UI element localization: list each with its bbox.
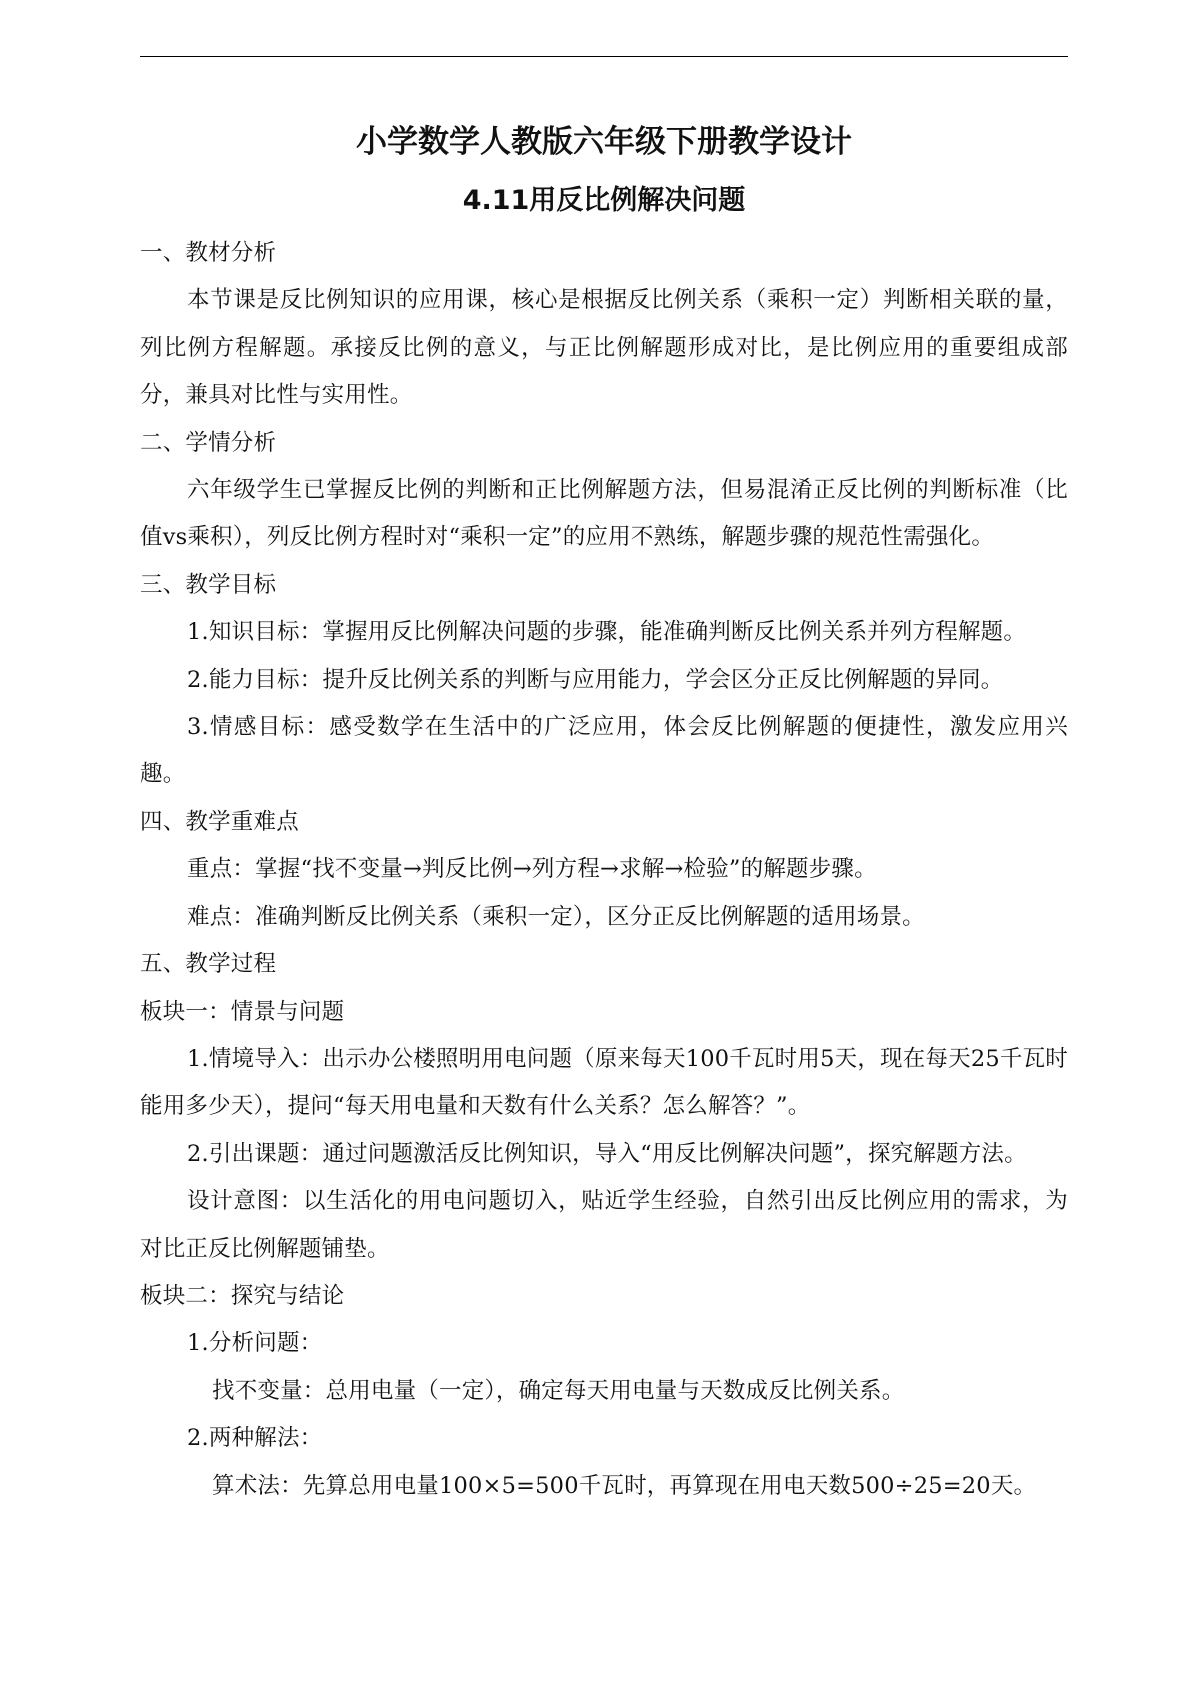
list-item: 2.引出课题：通过问题激活反比例知识，导入“用反比例解决问题”，探究解题方法。 (187, 1140, 1027, 1167)
document-body (140, 112, 1068, 1510)
document-title: 小学数学人教版六年级下册教学设计 (356, 124, 852, 160)
sub-list-item: 找不变量：总用电量（一定），确定每天用电量与天数成反比例关系。 (212, 1377, 905, 1404)
list-item: 2.两种解法： (187, 1425, 323, 1452)
subsection-heading: 板块二：探究与结论 (140, 1282, 345, 1309)
body-paragraph: 难点：准确判断反比例关系（乘积一定），区分正反比例解题的适用场景。 (187, 903, 925, 930)
subsection-heading: 板块一：情景与问题 (140, 998, 345, 1025)
list-item: 1.情境导入：出示办公楼照明用电问题（原来每天100千瓦时用5天，现在每天25千瓦时能用多少天），提问“每天用电量和天数有什么关系？怎么解答？”。 (140, 1045, 1068, 1120)
section-heading: 三、教学目标 (140, 571, 277, 598)
header-rule (140, 56, 1068, 57)
sub-list-item: 算术法：先算总用电量100×5=500千瓦时，再算现在用电天数500÷25=20天。 (212, 1472, 1037, 1499)
section-heading: 二、学情分析 (140, 429, 277, 456)
lesson-title: 4.11用反比例解决问题 (462, 185, 746, 216)
body-paragraph: 六年级学生已掌握反比例的判断和正比例解题方法，但易混淆正反比例的判断标准（比值vs乘积），列反比例方程时对“乘积一定”的应用不熟练，解题步骤的规范性需强化。 (140, 477, 1068, 551)
list-item: 1.知识目标：掌握用反比例解决问题的步骤，能准确判断反比例关系并列方程解题。 (187, 619, 1027, 646)
section-heading: 四、教学重难点 (140, 808, 299, 835)
list-item: 2.能力目标：提升反比例关系的判断与应用能力，学会区分正反比例解题的异同。 (187, 666, 1004, 693)
design-intent-paragraph: 设计意图：以生活化的用电问题切入，贴近学生经验，自然引出反比例应用的需求，为对比正反比例解题铺垫。 (140, 1188, 1068, 1262)
list-item: 1.分析问题： (187, 1330, 323, 1357)
body-paragraph: 重点：掌握“找不变量→判反比例→列方程→求解→检验”的解题步骤。 (187, 856, 877, 883)
document-page (140, 0, 1068, 1696)
section-heading: 五、教学过程 (140, 951, 277, 978)
body-paragraph: 本节课是反比例知识的应用课，核心是根据反比例关系（乘积一定）判断相关联的量，列比例方程解题。承接反比例的意义，与正比例解题形成对比，是比例应用的重要组成部分，兼具对比性与实用性。 (140, 287, 1068, 409)
list-item: 3.情感目标：感受数学在生活中的广泛应用，体会反比例解题的便捷性，激发应用兴趣。 (140, 714, 1068, 788)
section-heading: 一、教材分析 (140, 240, 277, 266)
